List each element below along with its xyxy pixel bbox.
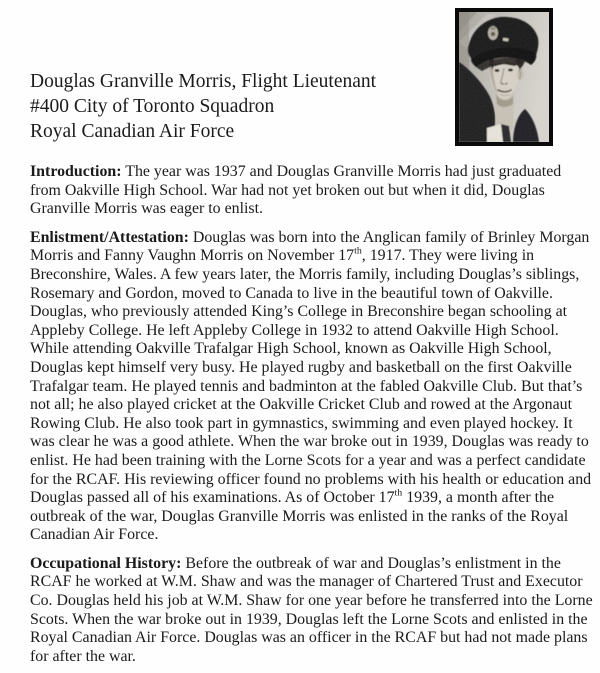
portrait-photo	[455, 8, 553, 146]
document-body	[30, 163, 596, 673]
paragraph-introduction: Introduction: The year was 1937 and Douglas Granville Morris had just graduated from Oakville High School. War had not yet broken out but when it did, Douglas Granville Morris was eager to enlist.	[30, 163, 562, 218]
page-title	[30, 70, 376, 144]
title-line-name-rank: Douglas Granville Morris, Flight Lieutenant	[30, 71, 377, 92]
title-line-air-force: Royal Canadian Air Force	[30, 120, 235, 142]
portrait-image	[459, 12, 549, 142]
title-line-squadron: #400 City of Toronto Squadron	[30, 95, 275, 117]
paragraph-occupational-history: Occupational History: Before the outbreak of war and Douglas’s enlistment in the RCAF he worked at W.M. Shaw and was the manager of Chartered Trust and Executor Co. Douglas held his job at W.M. Shaw for one year before he transferred into the Lorne Scots. When the war broke out in 1939, Douglas left the Lorne Scots and enlisted in the Royal Canadian Air Force. Douglas was an officer in the RCAF but had not made plans for after the war.	[30, 554, 593, 665]
paragraph-enlistment-attestation: Enlistment/Attestation: Douglas was born into the Anglican family of Brinley Morgan Morris and Fanny Vaughn Morris on November 17th, 1917. They were living in Breconshire, Wales. A few years later, the Morris family, including Douglas’s siblings, Rosemary and Gordon, moved to Canada to live in the beautiful town of Oakville. Douglas, who previously attended King’s College in Breconshire began schooling at Appleby College. He left Appleby College in 1932 to attend Oakville High School. While attending Oakville Trafalgar High School, known as Oakville High School, Douglas kept himself very busy. He played rugby and basketball on the first Oakville Trafalgar team. He played tennis and badminton at the fabled Oakville Club. But that’s not all; he also played cricket at the Oakville Cricket Club and rowed at the Argonaut Rowing Club. He also took part in gymnastics, swimming and even played hockey. It was clear he was a good athlete. When the war broke out in 1939, Douglas was ready to enlist. He had been training with the Lorne Scots for a year and was a perfect candidate for the RCAF. His reviewing officer found no problems with his health or education and Douglas passed all of his examinations. As of October 17th 1939, a month after the outbreak of the war, Douglas Granville Morris was enlisted in the ranks of the Royal Canadian Air Force.	[30, 228, 592, 544]
